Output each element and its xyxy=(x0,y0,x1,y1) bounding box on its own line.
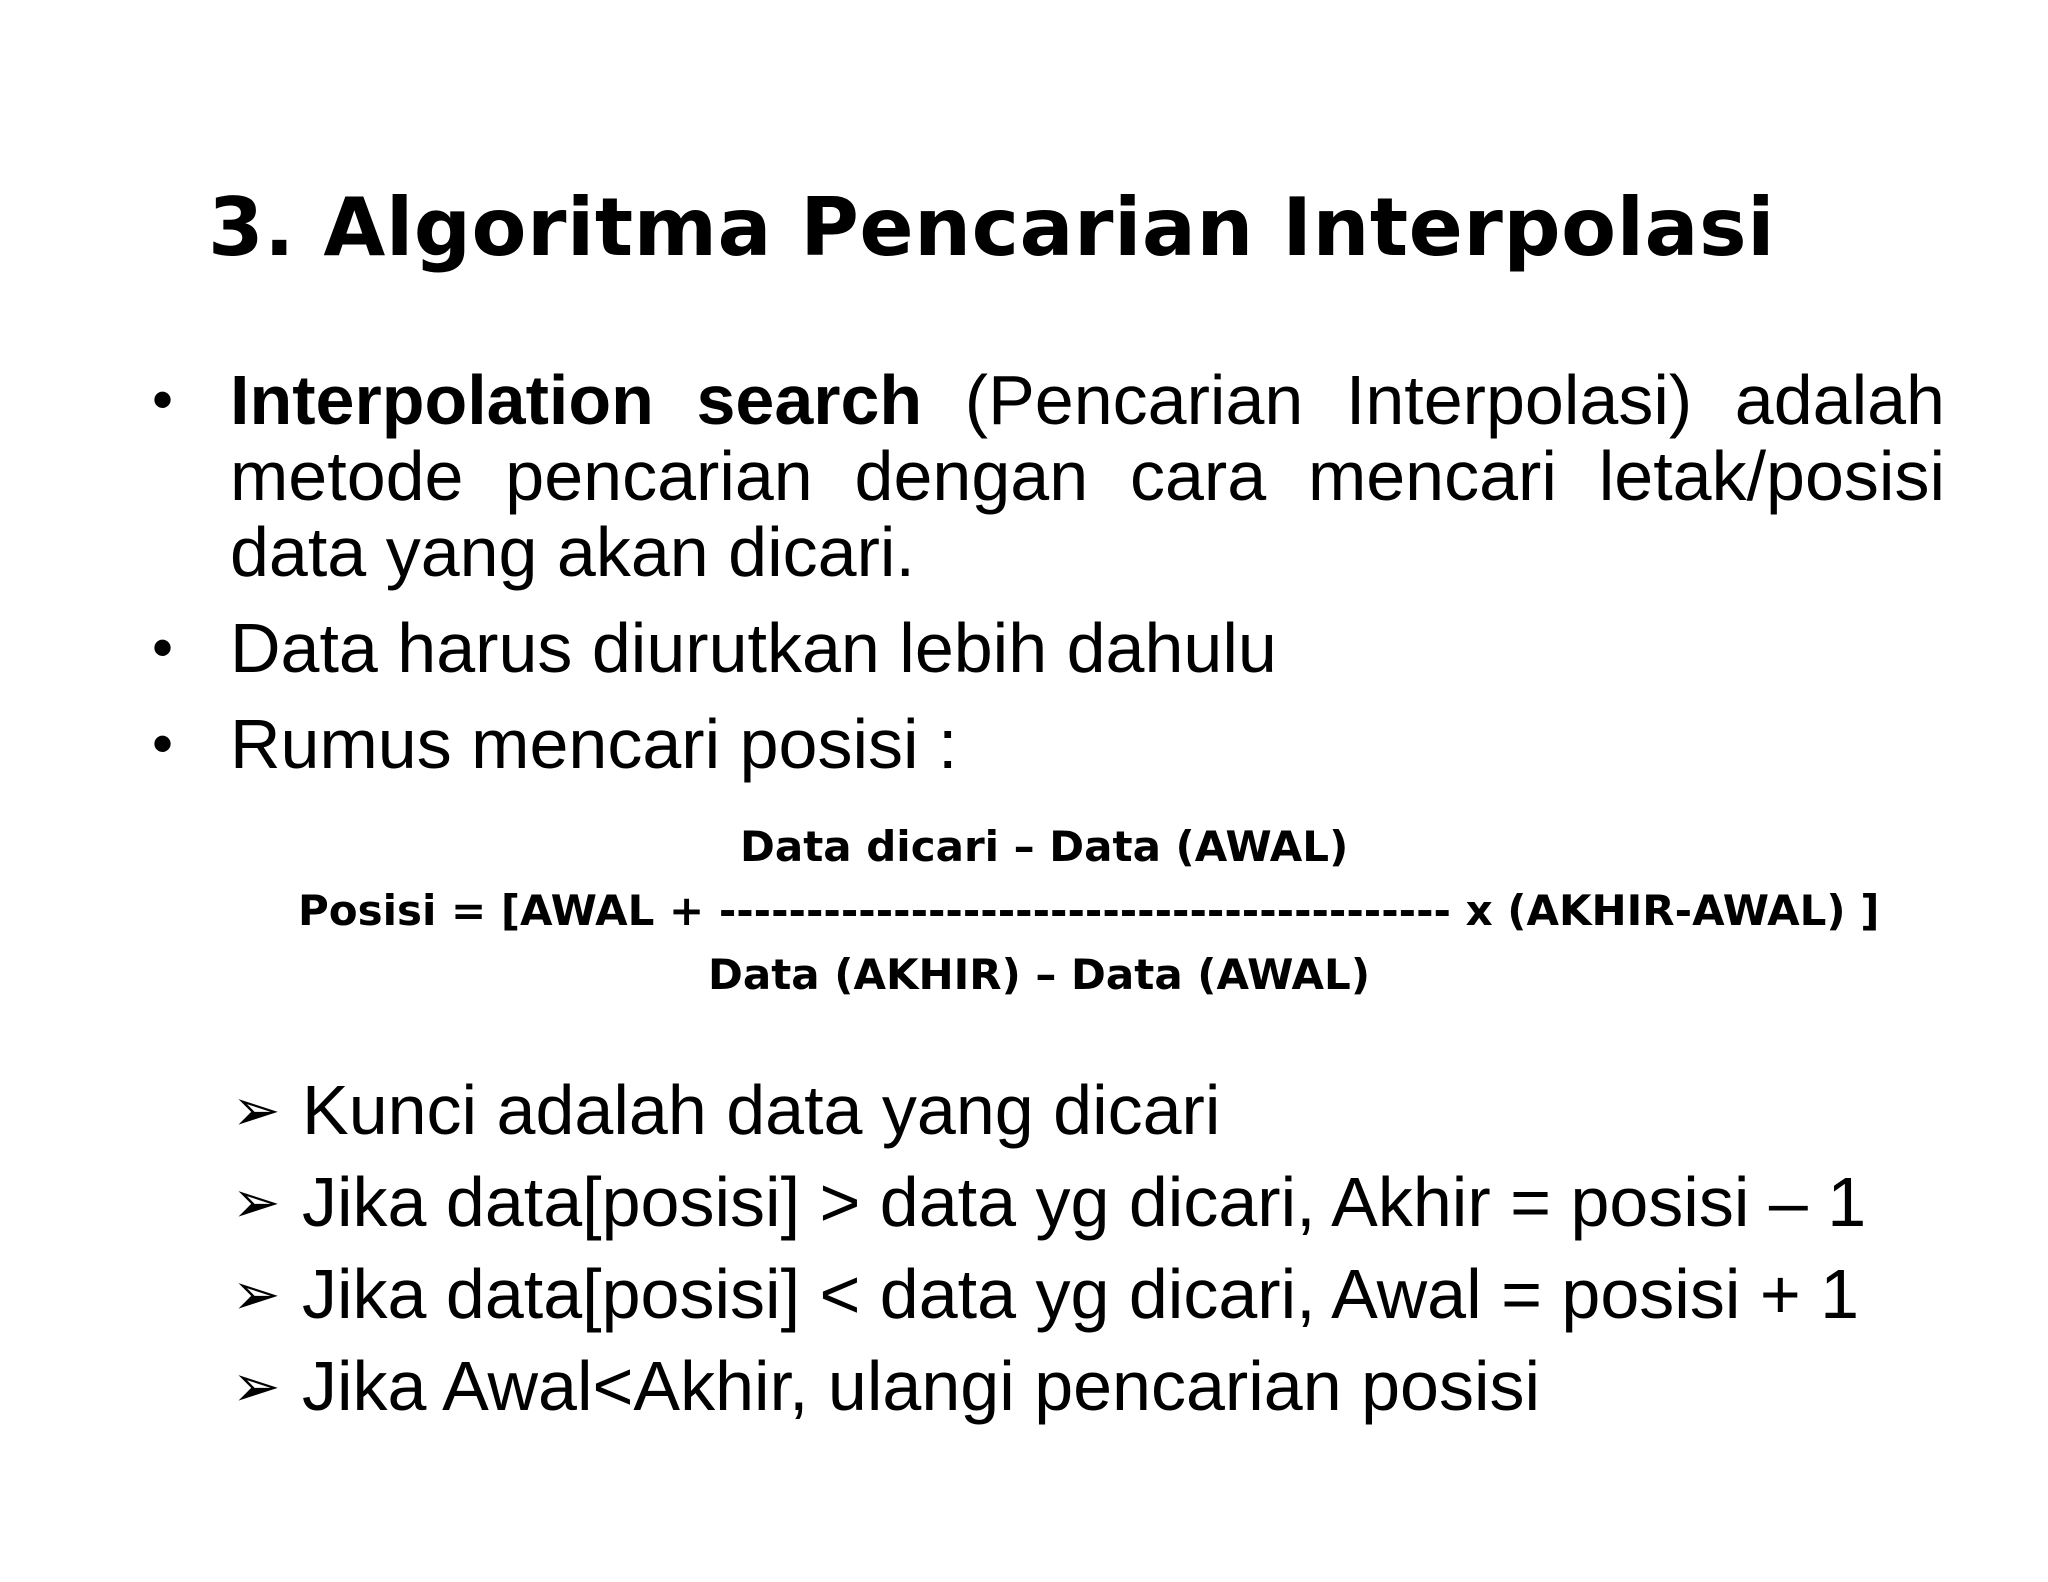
bullet-icon: • xyxy=(152,710,174,777)
sub-bullet-item xyxy=(232,1162,1866,1254)
formula-numerator: Data dicari – Data (AWAL) xyxy=(740,822,1349,871)
sub-bullet-text: Jika data[posisi] > data yg dicari, Akhir = posisi – 1 xyxy=(302,1163,1867,1241)
bullet-item-definition xyxy=(150,362,1945,590)
sub-bullet-text: Jika Awal<Akhir, ulangi pencarian posisi xyxy=(302,1347,1541,1425)
bullet-icon: • xyxy=(152,614,174,681)
sub-bullet-text: Jika data[posisi] < data yg dicari, Awal = posisi + 1 xyxy=(302,1255,1860,1333)
formula-denominator: Data (AKHIR) – Data (AWAL) xyxy=(708,950,1371,999)
bullet-text: (Pencarian Interpolasi) adalah metode pencarian dengan cara mencari letak/posisi data yang akan dicari. xyxy=(230,361,1945,591)
arrow-bullet-icon: ➢ xyxy=(232,1260,281,1328)
arrow-bullet-icon: ➢ xyxy=(232,1076,281,1144)
slide-title: 3. Algoritma Pencarian Interpolasi xyxy=(208,181,1776,274)
arrow-bullet-icon: ➢ xyxy=(232,1168,281,1236)
sub-bullet-item xyxy=(232,1070,1866,1162)
sub-bullet-list xyxy=(232,1070,1866,1438)
bullet-text: Rumus mencari posisi : xyxy=(230,705,958,783)
formula-main-line: Posisi = [AWAL + ------------------------------------------ x (AKHIR-AWAL) ] xyxy=(298,886,1880,935)
bullet-icon: • xyxy=(152,366,174,433)
arrow-bullet-icon: ➢ xyxy=(232,1352,281,1420)
bullet-list xyxy=(150,362,1945,802)
sub-bullet-item xyxy=(232,1254,1866,1346)
bullet-item-formula-intro xyxy=(150,706,1945,782)
bullet-item-sorted xyxy=(150,610,1945,686)
sub-bullet-text: Kunci adalah data yang dicari xyxy=(302,1071,1221,1149)
bullet-term: Interpolation search xyxy=(230,361,923,439)
sub-bullet-item xyxy=(232,1346,1866,1438)
position-formula xyxy=(290,812,1890,1012)
bullet-text: Data harus diurutkan lebih dahulu xyxy=(230,609,1277,687)
